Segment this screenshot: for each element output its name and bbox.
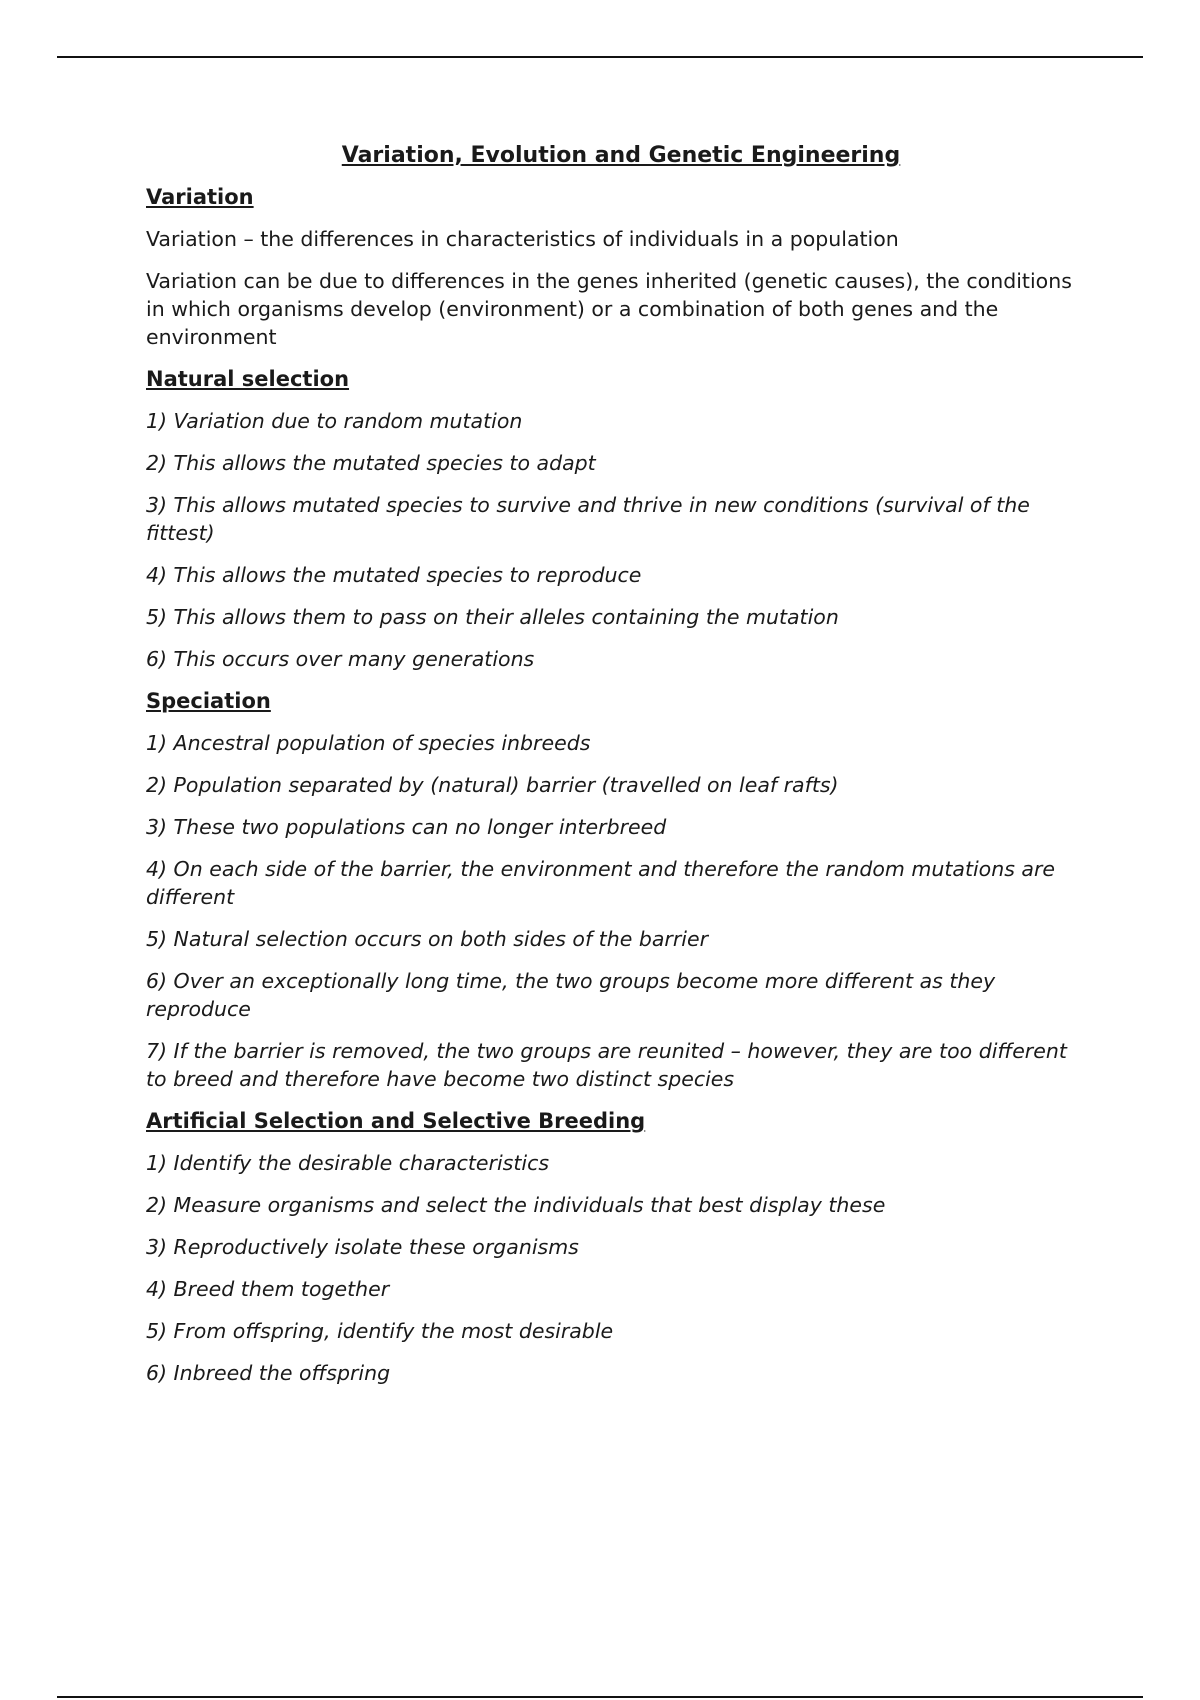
list-item: 4) This allows the mutated species to reproduce [146,563,642,587]
list-item: 3) This allows mutated species to survive and thrive in new conditions (survival of the fittest) [146,493,1030,545]
list-item: 4) On each side of the barrier, the environment and therefore the random mutations are different [146,857,1056,909]
document-body [146,142,1076,1401]
list-item: 6) Over an exceptionally long time, the two groups become more different as they reproduce [146,969,996,1021]
section-heading-artificial-selection: Artificial Selection and Selective Breeding [146,1109,646,1133]
list-item: 7) If the barrier is removed, the two groups are reunited – however, they are too different to breed and therefore have become two distinct species [146,1039,1067,1091]
section-heading-natural-selection: Natural selection [146,367,350,391]
list-item: 1) Ancestral population of species inbreeds [146,731,591,755]
header-rule [57,56,1143,58]
list-item: 5) Natural selection occurs on both sides of the barrier [146,927,708,951]
list-item: 5) This allows them to pass on their alleles containing the mutation [146,605,839,629]
list-item: 5) From offspring, identify the most desirable [146,1319,614,1343]
list-item: 6) This occurs over many generations [146,647,535,671]
document-title: Variation, Evolution and Genetic Engineering [341,143,901,168]
list-item: 4) Breed them together [146,1277,390,1301]
list-item: 2) Population separated by (natural) barrier (travelled on leaf rafts) [146,773,839,797]
section-heading-speciation: Speciation [146,689,271,713]
footer-rule [57,1696,1143,1698]
list-item: 1) Variation due to random mutation [146,409,523,433]
variation-definition: Variation – the differences in characteristics of individuals in a population [146,227,899,251]
list-item: 2) This allows the mutated species to adapt [146,451,596,475]
list-item: 6) Inbreed the offspring [146,1361,391,1385]
list-item: 2) Measure organisms and select the individuals that best display these [146,1193,886,1217]
list-item: 3) These two populations can no longer interbreed [146,815,667,839]
section-heading-variation: Variation [146,185,254,209]
variation-causes: Variation can be due to differences in the genes inherited (genetic causes), the conditions in which organisms develop (environment) or a combination of both genes and the environment [146,269,1072,349]
list-item: 3) Reproductively isolate these organisms [146,1235,579,1259]
list-item: 1) Identify the desirable characteristics [146,1151,550,1175]
